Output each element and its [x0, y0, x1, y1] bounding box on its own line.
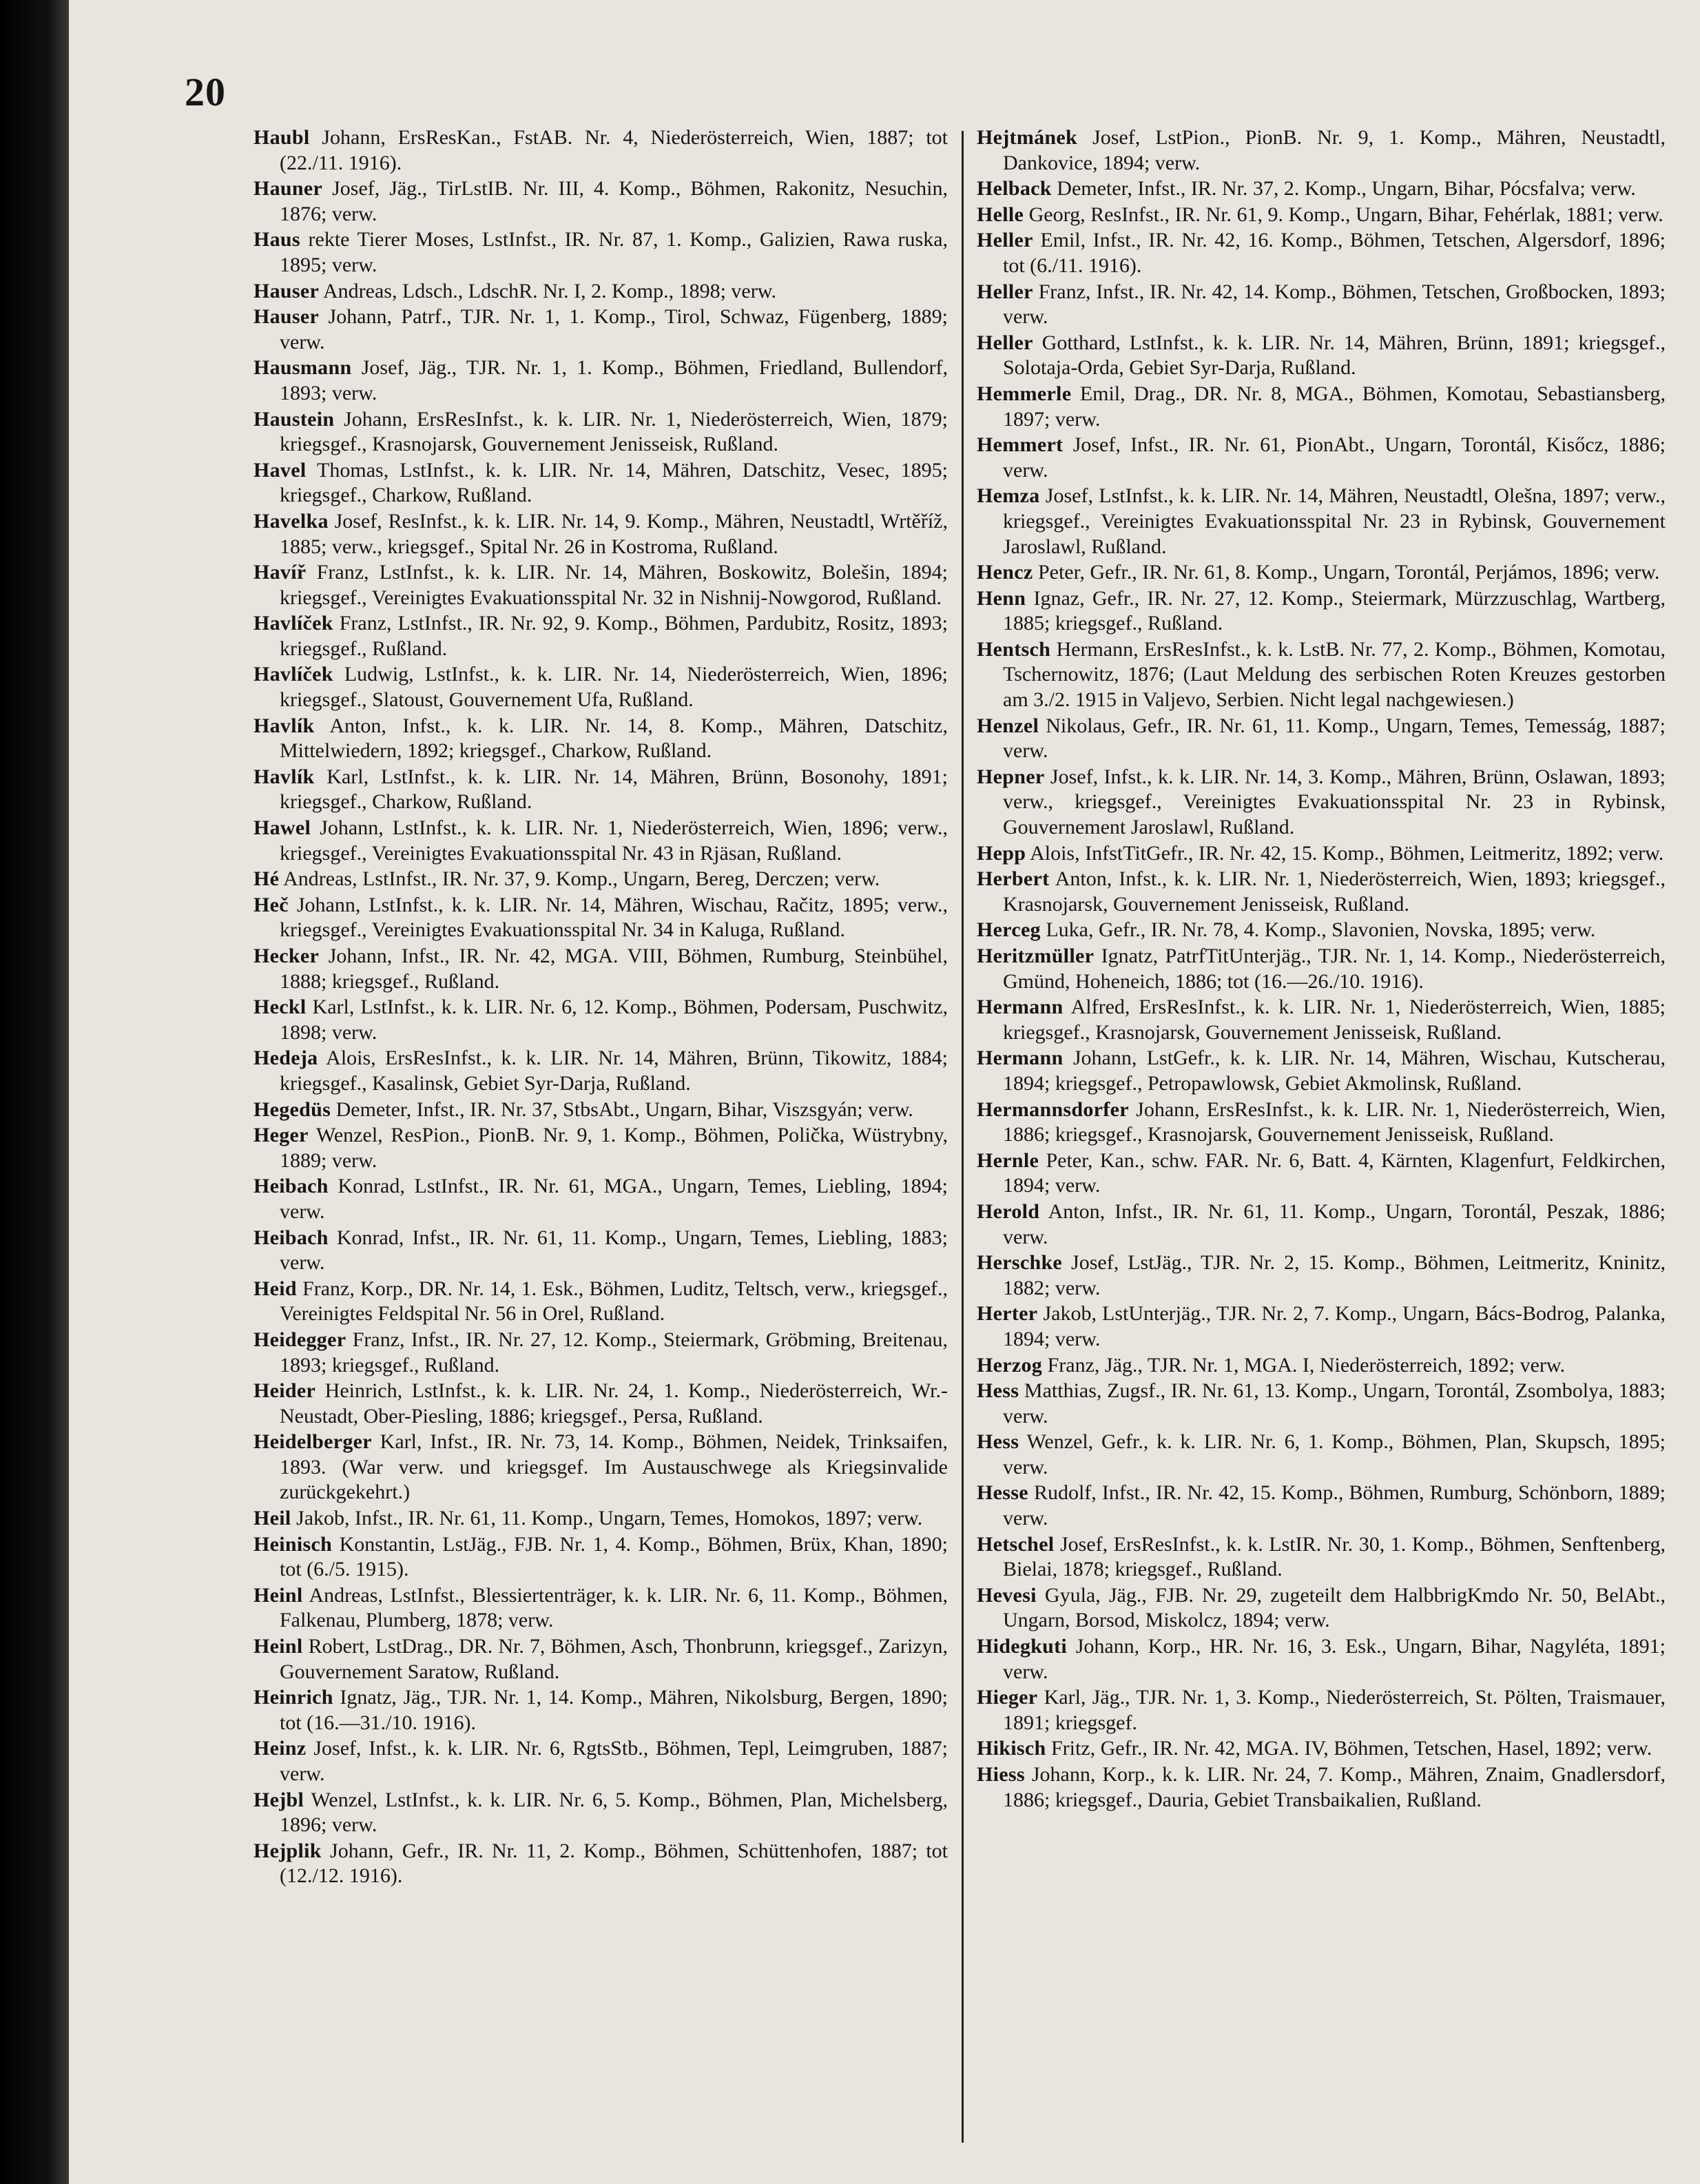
casualty-entry: [977, 228, 1666, 278]
entry-details: Johann, ErsResInfst., k. k. LIR. Nr. 1, Niederösterreich, Wien, 1879; kriegsgef., Krasnojarsk, Gouvernement Jenisseisk, Rußland.: [280, 407, 948, 456]
casualty-entry: [977, 1481, 1666, 1531]
entry-surname: Heller: [977, 280, 1033, 303]
entry-surname: Herceg: [977, 918, 1041, 942]
entry-details: Josef, Jäg., TirLstIB. Nr. III, 4. Komp., Böhmen, Rakonitz, Nesuchin, 1876; verw.: [280, 177, 948, 225]
entry-surname: Heinl: [253, 1635, 303, 1658]
casualty-entry: [253, 1788, 948, 1838]
entry-surname: Henzel: [977, 714, 1039, 737]
casualty-entry: [977, 586, 1666, 637]
entry-surname: Hejplik: [253, 1839, 322, 1862]
entry-details: Karl, LstInfst., k. k. LIR. Nr. 6, 12. Komp., Böhmen, Podersam, Puschwitz, 1898; verw.: [280, 996, 948, 1044]
casualty-entry: [253, 995, 948, 1045]
entry-details: Wenzel, LstInfst., k. k. LIR. Nr. 6, 5. Komp., Böhmen, Plan, Michelsberg, 1896; verw.: [280, 1788, 948, 1837]
casualty-entry: [977, 1353, 1666, 1379]
casualty-entry: [977, 995, 1666, 1045]
entry-surname: Hermann: [977, 1047, 1064, 1070]
entry-details: Wenzel, ResPion., PionB. Nr. 9, 1. Komp., Böhmen, Polička, Wüstrybny, 1889; verw.: [280, 1124, 948, 1172]
entry-surname: Heider: [253, 1379, 316, 1403]
casualty-entry: [977, 1583, 1666, 1634]
casualty-entry: [977, 484, 1666, 559]
entry-surname: Hauser: [253, 279, 320, 302]
entry-surname: Heid: [253, 1277, 297, 1300]
entry-surname: Herzog: [977, 1353, 1043, 1377]
entry-surname: Heil: [253, 1507, 291, 1530]
entry-surname: Hikisch: [977, 1737, 1046, 1760]
entry-details: Johann, LstInfst., k. k. LIR. Nr. 1, Niederösterreich, Wien, 1896; verw., kriegsgef., Vereinigtes Evakuationsspital Nr. 43 in Rjäsan, Rußland.: [280, 816, 948, 865]
casualty-entry: [977, 1098, 1666, 1148]
entry-surname: Heller: [977, 229, 1033, 252]
entry-surname: Hermann: [977, 996, 1064, 1019]
casualty-entry: [977, 1532, 1666, 1583]
casualty-entry: [253, 1277, 948, 1327]
casualty-entry: [977, 944, 1666, 994]
casualty-entry: [977, 1430, 1666, 1480]
entry-details: Johann, ErsResKan., FstAB. Nr. 4, Niederösterreich, Wien, 1887; tot (22./11. 1916).: [280, 126, 948, 174]
casualty-entry: [253, 1506, 948, 1532]
entry-details: Alois, ErsResInfst., k. k. LIR. Nr. 14, Mähren, Brünn, Tikowitz, 1884; kriegsgef., Kasalinsk, Gebiet Syr-Darja, Rußland.: [280, 1047, 948, 1095]
entry-surname: Hetschel: [977, 1532, 1055, 1556]
entry-details: Alois, InfstTitGefr., IR. Nr. 42, 15. Komp., Böhmen, Leitmeritz, 1892; verw.: [1030, 841, 1664, 865]
entry-surname: Herbert: [977, 867, 1050, 891]
entry-surname: Heibach: [253, 1175, 329, 1198]
casualty-entry: [253, 1532, 948, 1583]
casualty-entry: [253, 867, 948, 892]
entry-details: Josef, Jäg., TJR. Nr. 1, 1. Komp., Böhmen, Friedland, Bullendorf, 1893; verw.: [280, 356, 948, 404]
entry-surname: Herschke: [977, 1251, 1063, 1275]
casualty-entry: [253, 1328, 948, 1378]
entry-surname: Havíř: [253, 561, 307, 584]
entry-surname: Hedeja: [253, 1047, 318, 1070]
entry-details: Jakob, Infst., IR. Nr. 61, 11. Komp., Ungarn, Temes, Homokos, 1897; verw.: [296, 1507, 923, 1530]
entry-surname: Heger: [253, 1124, 309, 1147]
entry-surname: Haus: [253, 228, 300, 251]
entry-details: Karl, Infst., IR. Nr. 73, 14. Komp., Böhmen, Neidek, Trinksaifen, 1893. (War verw. und kriegsgef. Im Austauschwege als Kriegsinvalide zurückgekehrt.): [280, 1430, 948, 1504]
entry-surname: Hemmerle: [977, 382, 1072, 405]
entry-details: Josef, ErsResInfst., k. k. LstIR. Nr. 30, 1. Komp., Böhmen, Senftenberg, Bielai, 1878; kriegsgef., Rußland.: [1003, 1532, 1666, 1581]
entry-surname: Hemza: [977, 484, 1040, 508]
casualty-entry: [253, 714, 948, 764]
entry-details: Andreas, Ldsch., LdschR. Nr. I, 2. Komp., 1898; verw.: [323, 279, 776, 302]
casualty-entry: [977, 1634, 1666, 1685]
column-divider: [962, 131, 964, 2143]
entry-surname: Hesse: [977, 1481, 1028, 1505]
entry-details: Heinrich, LstInfst., k. k. LIR. Nr. 24, 1. Komp., Niederösterreich, Wr.-Neustadt, Ober-Piesling, 1886; kriegsgef., Persa, Rußland.: [280, 1379, 948, 1428]
entry-details: Emil, Drag., DR. Nr. 8, MGA., Böhmen, Komotau, Sebastiansberg, 1897; verw.: [1003, 382, 1666, 431]
entry-details: Peter, Gefr., IR. Nr. 61, 8. Komp., Ungarn, Torontál, Perjámos, 1896; verw.: [1037, 561, 1660, 584]
entry-surname: Havel: [253, 458, 307, 482]
entry-surname: Helle: [977, 203, 1024, 226]
page-number: 20: [185, 70, 226, 114]
entry-details: Rudolf, Infst., IR. Nr. 42, 15. Komp., Böhmen, Rumburg, Schönborn, 1889; verw.: [1003, 1481, 1666, 1530]
entry-surname: Hauner: [253, 177, 323, 200]
casualty-entry: [253, 560, 948, 610]
entry-details: Franz, Infst., IR. Nr. 42, 14. Komp., Böhmen, Tetschen, Großbocken, 1893; verw.: [1003, 280, 1666, 329]
entry-surname: Heinz: [253, 1737, 307, 1760]
casualty-entry: [253, 1634, 948, 1685]
entry-details: Josef, Infst., k. k. LIR. Nr. 14, 3. Komp., Mähren, Brünn, Oslawan, 1893; verw., kriegsgef., Vereinigtes Evakuationsspital Nr. 23 in Rybinsk, Gouvernement Jaroslawl, Rußland.: [1003, 765, 1666, 839]
entry-details: Fritz, Gefr., IR. Nr. 42, MGA. IV, Böhmen, Tetschen, Hasel, 1892; verw.: [1050, 1737, 1652, 1760]
entry-surname: Havlíček: [253, 612, 333, 635]
entry-surname: Hecker: [253, 945, 320, 967]
casualty-entry: [253, 611, 948, 661]
entry-surname: Hiess: [977, 1763, 1025, 1786]
casualty-entry: [253, 816, 948, 866]
entry-details: Johann, Korp., k. k. LIR. Nr. 24, 7. Komp., Mähren, Znaim, Gnadlersdorf, 1886; kriegsgef., Dauria, Gebiet Transbaikalien, Rußland.: [1003, 1763, 1666, 1811]
entry-details: Franz, LstInfst., IR. Nr. 92, 9. Komp., Böhmen, Pardubitz, Rositz, 1893; kriegsgef., Rußland.: [280, 612, 948, 660]
entry-details: Ignatz, Jäg., TJR. Nr. 1, 14. Komp., Mähren, Nikolsburg, Bergen, 1890; tot (16.—31./10. 1916).: [280, 1686, 948, 1734]
casualty-entry: [977, 1148, 1666, 1199]
entry-details: Peter, Kan., schw. FAR. Nr. 6, Batt. 4, Kärnten, Klagenfurt, Feldkirchen, 1894; verw.: [1003, 1148, 1666, 1197]
casualty-entry: [977, 331, 1666, 381]
casualty-entry: [977, 1301, 1666, 1352]
casualty-entry: [977, 433, 1666, 483]
entry-surname: Hieger: [977, 1686, 1038, 1709]
casualty-entry: [253, 1046, 948, 1096]
entry-details: Josef, LstJäg., TJR. Nr. 2, 15. Komp., Böhmen, Leitmeritz, Kninitz, 1882; verw.: [1003, 1251, 1666, 1299]
entry-details: Luka, Gefr., IR. Nr. 78, 4. Komp., Slavonien, Novska, 1895; verw.: [1046, 918, 1596, 942]
entry-surname: Hepp: [977, 841, 1026, 865]
casualty-entry: [977, 714, 1666, 764]
casualty-entry: [253, 1226, 948, 1276]
entry-details: Gotthard, LstInfst., k. k. LIR. Nr. 14, Mähren, Brünn, 1891; kriegsgef., Solotaja-Orda, Gebiet Syr-Darja, Rußland.: [1003, 331, 1666, 380]
casualty-entry: [977, 1762, 1666, 1813]
entry-details: Johann, LstInfst., k. k. LIR. Nr. 14, Mähren, Wischau, Račitz, 1895; verw., kriegsgef., Vereinigtes Evakuationsspital Nr. 34 in Kaluga, Rußland.: [280, 893, 948, 942]
entry-surname: Heibach: [253, 1226, 329, 1249]
entry-details: Georg, ResInfst., IR. Nr. 61, 9. Komp., Ungarn, Bihar, Fehérlak, 1881; verw.: [1028, 203, 1663, 226]
entry-surname: Hess: [977, 1379, 1019, 1403]
entry-surname: Hess: [977, 1430, 1019, 1454]
casualty-entry: [253, 407, 948, 457]
entry-details: Andreas, LstInfst., IR. Nr. 37, 9. Komp., Ungarn, Bereg, Derczen; verw.: [283, 867, 880, 891]
entry-details: Wenzel, Gefr., k. k. LIR. Nr. 6, 1. Komp., Böhmen, Plan, Skupsch, 1895; verw.: [1003, 1430, 1666, 1479]
entry-details: Franz, Jäg., TJR. Nr. 1, MGA. I, Niederösterreich, 1892; verw.: [1047, 1353, 1566, 1377]
casualty-entry: [977, 1685, 1666, 1735]
entry-surname: Herter: [977, 1302, 1038, 1326]
entry-surname: Haubl: [253, 126, 310, 149]
entry-details: Ludwig, LstInfst., k. k. LIR. Nr. 14, Niederösterreich, Wien, 1896; kriegsgef., Slatoust, Gouvernement Ufa, Rußland.: [280, 663, 948, 712]
casualty-entry: [253, 1123, 948, 1173]
entry-surname: Hausmann: [253, 356, 352, 380]
entry-details: Thomas, LstInfst., k. k. LIR. Nr. 14, Mähren, Datschitz, Vesec, 1895; kriegsgef., Charkow, Rußland.: [280, 458, 948, 507]
casualty-entry: [253, 1174, 948, 1224]
casualty-entry: [253, 944, 948, 994]
entry-surname: Hencz: [977, 561, 1033, 584]
entry-surname: Hepner: [977, 765, 1045, 788]
casualty-entry: [253, 227, 948, 278]
casualty-entry: [977, 637, 1666, 713]
entry-surname: Heinl: [253, 1583, 303, 1607]
entry-details: Josef, Infst., k. k. LIR. Nr. 6, RgtsStb., Böhmen, Tepl, Leimgruben, 1887; verw.: [280, 1737, 948, 1785]
entry-details: Ignatz, PatrfTitUnterjäg., TJR. Nr. 1, 14. Komp., Niederösterreich, Gmünd, Hoheneich, 1886; tot (16.—26./10. 1916).: [1003, 945, 1666, 993]
entry-surname: Heidegger: [253, 1328, 346, 1351]
entry-surname: Heinrich: [253, 1686, 333, 1709]
casualty-entry: [253, 893, 948, 943]
entry-surname: Henn: [977, 586, 1026, 610]
casualty-entry: [977, 841, 1666, 867]
entry-details: Alfred, ErsResInfst., k. k. LIR. Nr. 1, Niederösterreich, Wien, 1885; kriegsgef., Krasnojarsk, Gouvernement Jenisseisk, Rußland.: [1003, 996, 1666, 1044]
entry-details: Josef, LstPion., PionB. Nr. 9, 1. Komp., Mähren, Neustadtl, Dankovice, 1894; verw.: [1003, 126, 1666, 174]
entry-details: Johann, ErsResInfst., k. k. LIR. Nr. 1, Niederösterreich, Wien, 1886; kriegsgef., Krasnojarsk, Gouvernement Jenisseisk, Rußland.: [1003, 1098, 1666, 1146]
entry-surname: Hé: [253, 867, 280, 891]
entry-surname: Heckl: [253, 996, 307, 1019]
right-column: [977, 125, 1666, 2143]
entry-details: Matthias, Zugsf., IR. Nr. 61, 13. Komp., Ungarn, Torontál, Zsombolya, 1883; verw.: [1003, 1379, 1666, 1428]
entry-details: Anton, Infst., k. k. LIR. Nr. 1, Niederösterreich, Wien, 1893; kriegsgef., Krasnojarsk, Gouvernement Jenisseisk, Rußland.: [1003, 867, 1666, 916]
casualty-entry: [977, 280, 1666, 330]
entry-surname: Heidelberger: [253, 1430, 372, 1454]
entry-details: Gyula, Jäg., FJB. Nr. 29, zugeteilt dem HalbbrigKmdo Nr. 50, BelAbt., Ungarn, Borsod, Miskolcz, 1894; verw.: [1003, 1583, 1666, 1632]
casualty-entry: [253, 458, 948, 508]
casualty-entry: [977, 560, 1666, 586]
casualty-entry: [253, 1430, 948, 1505]
casualty-entry: [253, 279, 948, 305]
casualty-entry: [253, 1379, 948, 1429]
entry-surname: Havlík: [253, 765, 315, 788]
entry-surname: Hauser: [253, 305, 320, 329]
entry-details: Karl, LstInfst., k. k. LIR. Nr. 14, Mähren, Brünn, Bosonohy, 1891; kriegsgef., Charkow, Rußland.: [280, 765, 948, 814]
entry-details: Josef, ResInfst., k. k. LIR. Nr. 14, 9. Komp., Mähren, Neustadtl, Wrtěříž, 1885; verw., kriegsgef., Spital Nr. 26 in Kostroma, Rußland.: [280, 509, 948, 558]
casualty-entry: [977, 176, 1666, 202]
entry-details: Johann, Gefr., IR. Nr. 11, 2. Komp., Böhmen, Schüttenhofen, 1887; tot (12./12. 1916).: [280, 1839, 948, 1888]
left-column: [253, 125, 948, 2143]
casualty-entry: [977, 1199, 1666, 1250]
entry-details: Franz, Korp., DR. Nr. 14, 1. Esk., Böhmen, Luditz, Teltsch, verw., kriegsgef., Vereinigtes Feldspital Nr. 56 in Orel, Rußland.: [280, 1277, 948, 1326]
casualty-entry: [977, 203, 1666, 228]
entry-details: Johann, Korp., HR. Nr. 16, 3. Esk., Ungarn, Bihar, Nagyléta, 1891; verw.: [1003, 1635, 1666, 1683]
casualty-entry: [253, 125, 948, 176]
entry-surname: Hemmert: [977, 433, 1064, 457]
entry-surname: Havelka: [253, 509, 329, 533]
entry-details: Josef, LstInfst., k. k. LIR. Nr. 14, Mähren, Neustadtl, Olešna, 1897; verw., kriegsgef., Vereinigtes Evakuationsspital Nr. 23 in Rybinsk, Gouvernement Jaroslawl, Rußland.: [1003, 484, 1666, 558]
entry-details: Johann, LstGefr., k. k. LIR. Nr. 14, Mähren, Wischau, Kutscherau, 1894; kriegsgef., Petropawlowsk, Gebiet Akmolinsk, Rußland.: [1003, 1047, 1666, 1095]
entry-surname: Hentsch: [977, 637, 1051, 661]
casualty-entry: [253, 176, 948, 227]
entry-surname: Helback: [977, 177, 1052, 200]
entry-surname: Hejtmánek: [977, 126, 1078, 149]
casualty-entry: [253, 1583, 948, 1634]
entry-details: Konstantin, LstJäg., FJB. Nr. 1, 4. Komp., Böhmen, Brüx, Khan, 1890; tot (6./5. 1915).: [280, 1532, 948, 1581]
entry-surname: Heč: [253, 893, 289, 916]
casualty-entry: [253, 1685, 948, 1735]
casualty-entry: [253, 509, 948, 559]
casualty-entry: [253, 1736, 948, 1786]
entry-details: Hermann, ErsResInfst., k. k. LstB. Nr. 77, 2. Komp., Böhmen, Komotau, Tschernowitz, 1876; (Laut Meldung des serbischen Roten Kreuzes gestorben am 3./2. 1915 in Valjevo, Serbien. Nicht legal nachgewiesen.): [1003, 637, 1666, 712]
entry-details: Jakob, LstUnterjäg., TJR. Nr. 2, 7. Komp., Ungarn, Bács-Bodrog, Palanka, 1894; verw.: [1003, 1302, 1666, 1350]
casualty-entry: [977, 765, 1666, 841]
entry-details: rekte Tierer Moses, LstInfst., IR. Nr. 87, 1. Komp., Galizien, Rawa ruska, 1895; verw.: [280, 228, 948, 276]
entry-details: Andreas, LstInfst., Blessiertenträger, k. k. LIR. Nr. 6, 11. Komp., Böhmen, Falkenau, Plumberg, 1878; verw.: [280, 1583, 948, 1632]
entry-details: Konrad, LstInfst., IR. Nr. 61, MGA., Ungarn, Temes, Liebling, 1894; verw.: [280, 1175, 948, 1223]
casualty-entry: [977, 1379, 1666, 1429]
entry-surname: Heinisch: [253, 1532, 333, 1556]
entry-details: Demeter, Infst., IR. Nr. 37, 2. Komp., Ungarn, Bihar, Pócsfalva; verw.: [1057, 177, 1636, 200]
entry-surname: Havlík: [253, 714, 315, 737]
casualty-entry: [977, 867, 1666, 917]
entry-surname: Hermannsdorfer: [977, 1098, 1129, 1121]
casualty-entry: [977, 1736, 1666, 1762]
entry-surname: Havlíček: [253, 663, 333, 686]
entry-details: Franz, LstInfst., k. k. LIR. Nr. 14, Mähren, Boskowitz, Bolešin, 1894; kriegsgef., Vereinigtes Evakuationsspital Nr. 32 in Nishnij-Nowgorod, Rußland.: [280, 561, 948, 609]
entry-details: Nikolaus, Gefr., IR. Nr. 61, 11. Komp., Ungarn, Temes, Temesság, 1887; verw.: [1003, 714, 1666, 763]
entry-details: Johann, Infst., IR. Nr. 42, MGA. VIII, Böhmen, Rumburg, Steinbühel, 1888; kriegsgef., Rußland.: [280, 945, 948, 993]
entry-surname: Hevesi: [977, 1583, 1037, 1607]
casualty-entry: [253, 1098, 948, 1123]
casualty-entry: [253, 305, 948, 355]
entry-surname: Hidegkuti: [977, 1635, 1068, 1658]
entry-details: Emil, Infst., IR. Nr. 42, 16. Komp., Böhmen, Tetschen, Algersdorf, 1896; tot (6./11. 1916).: [1003, 229, 1666, 277]
entry-surname: Hernle: [977, 1148, 1039, 1172]
casualty-entry: [253, 356, 948, 406]
casualty-entry: [977, 382, 1666, 432]
entry-surname: Haustein: [253, 407, 335, 431]
scan-binding-edge: [0, 0, 69, 2184]
entry-surname: Hawel: [253, 816, 311, 840]
entry-details: Franz, Infst., IR. Nr. 27, 12. Komp., Steiermark, Gröbming, Breitenau, 1893; kriegsgef., Rußland.: [280, 1328, 948, 1377]
casualty-entry: [253, 765, 948, 815]
entry-surname: Hejbl: [253, 1788, 304, 1811]
entry-details: Demeter, Infst., IR. Nr. 37, StbsAbt., Ungarn, Bihar, Viszsgyán; verw.: [335, 1098, 913, 1121]
casualty-entry: [977, 918, 1666, 943]
casualty-entry: [253, 662, 948, 712]
casualty-entry: [977, 125, 1666, 176]
entry-details: Ignaz, Gefr., IR. Nr. 27, 12. Komp., Steiermark, Mürzzuschlag, Wartberg, 1885; kriegsgef., Rußland.: [1003, 586, 1666, 635]
entry-details: Johann, Patrf., TJR. Nr. 1, 1. Komp., Tirol, Schwaz, Fügenberg, 1889; verw.: [280, 305, 948, 353]
entry-details: Anton, Infst., k. k. LIR. Nr. 14, 8. Komp., Mähren, Datschitz, Mittelwiedern, 1892; kriegsgef., Charkow, Rußland.: [280, 714, 948, 763]
entry-surname: Herold: [977, 1199, 1040, 1223]
entry-details: Robert, LstDrag., DR. Nr. 7, Böhmen, Asch, Thonbrunn, kriegsgef., Zarizyn, Gouvernement Saratow, Rußland.: [280, 1635, 948, 1683]
entry-surname: Hegedüs: [253, 1098, 331, 1121]
entry-details: Josef, Infst., IR. Nr. 61, PionAbt., Ungarn, Torontál, Kisőcz, 1886; verw.: [1003, 433, 1666, 482]
casualty-entry: [253, 1839, 948, 1889]
entry-surname: Heller: [977, 331, 1033, 354]
casualty-entry: [977, 1250, 1666, 1301]
entry-surname: Heritzmüller: [977, 945, 1095, 967]
entry-details: Anton, Infst., IR. Nr. 61, 11. Komp., Ungarn, Torontál, Peszak, 1886; verw.: [1003, 1199, 1666, 1248]
entry-details: Konrad, Infst., IR. Nr. 61, 11. Komp., Ungarn, Temes, Liebling, 1883; verw.: [280, 1226, 948, 1275]
entry-details: Karl, Jäg., TJR. Nr. 1, 3. Komp., Niederösterreich, St. Pölten, Traismauer, 1891; kriegsgef.: [1003, 1686, 1666, 1734]
casualty-entry: [977, 1046, 1666, 1096]
